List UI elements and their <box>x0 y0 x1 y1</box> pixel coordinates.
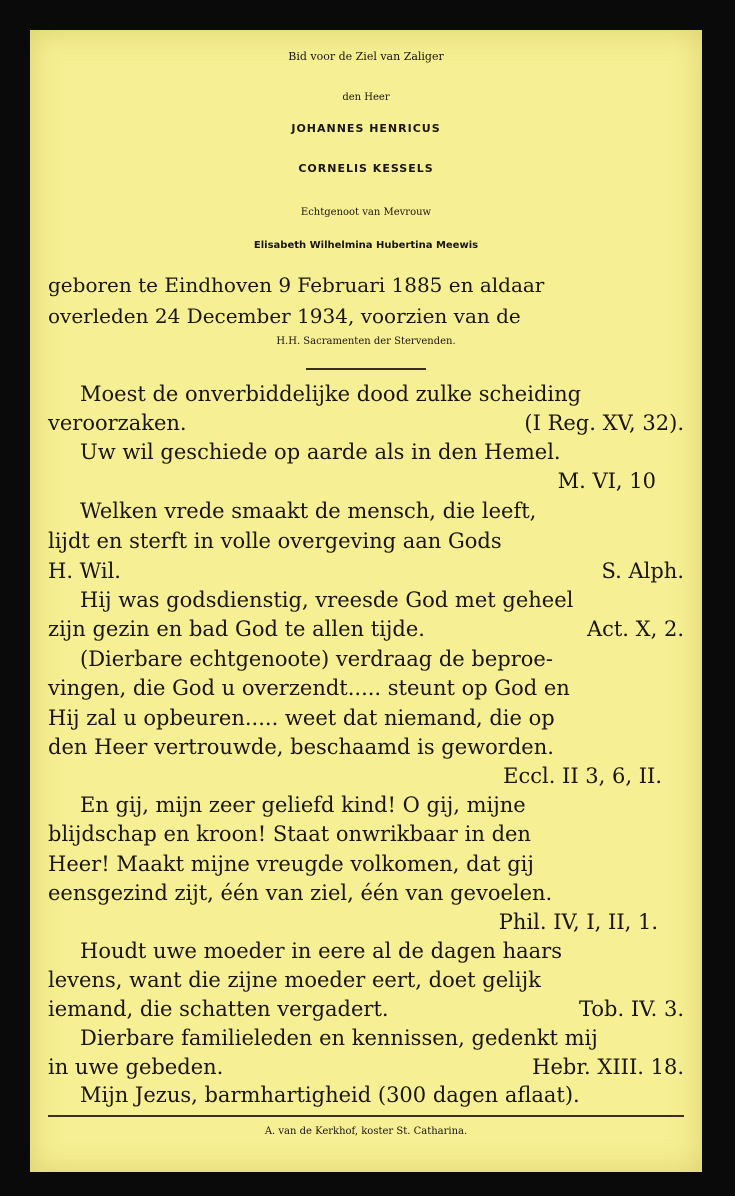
verse-1-text: veroorzaken. <box>48 411 187 435</box>
verse-7-reference: Tob. IV. 3. <box>579 997 684 1021</box>
verse-7-line-2: levens, want die zijne moeder eert, doet gelijk <box>48 968 541 992</box>
death-line <box>48 304 684 328</box>
verse-3-line-3 <box>48 559 684 583</box>
header-divider <box>306 368 426 370</box>
verse-5-line-3: Hij zal u opbeuren..... weet dat niemand, die op <box>48 706 555 730</box>
verse-6-reference: Phil. IV, I, II, 1. <box>498 910 658 934</box>
memorial-card <box>30 30 702 1172</box>
verse-7-line-3 <box>48 997 684 1021</box>
verse-6-line-3: Heer! Maakt mijne vreugde volkomen, dat gij <box>48 852 534 876</box>
verse-5-line-1: (Dierbare echtgenoote) verdraag de beproe- <box>80 647 553 671</box>
deceased-name-line1: JOHANNES HENRICUS <box>291 122 441 135</box>
birth-text: geboren te Eindhoven 9 Februari 1885 en aldaar <box>48 273 545 297</box>
verse-2-line-1: Uw wil geschiede op aarde als in den Hemel. <box>80 440 561 464</box>
death-text: overleden 24 December 1934, voorzien van de <box>48 304 521 328</box>
verse-4-reference: Act. X, 2. <box>586 617 684 641</box>
verse-5-line-4: den Heer vertrouwde, beschaamd is geworden. <box>48 735 554 759</box>
verse-1-line-2 <box>48 411 684 435</box>
verse-5-line-2: vingen, die God u overzendt..... steunt op God en <box>48 676 570 700</box>
verse-8-line-2 <box>48 1055 684 1079</box>
footer-divider <box>48 1115 684 1117</box>
deceased-name-line2: CORNELIS KESSELS <box>298 162 434 175</box>
verse-1-line-1: Moest de onverbiddelijke dood zulke scheiding <box>80 382 582 406</box>
verse-6-line-4: eensgezind zijt, één van ziel, één van gevoelen. <box>48 881 553 905</box>
card-subheading: den Heer <box>342 92 390 103</box>
birth-line <box>48 273 684 297</box>
verse-8-line-1: Dierbare familieleden en kennissen, gedenkt mij <box>80 1026 598 1050</box>
spouse-intro: Echtgenoot van Mevrouw <box>300 207 432 218</box>
sacraments-line: H.H. Sacramenten der Stervenden. <box>276 336 456 347</box>
indulgence-prayer: Mijn Jezus, barmhartigheid (300 dagen aflaat). <box>80 1083 580 1107</box>
spouse-name: Elisabeth Wilhelmina Hubertina Meewis <box>253 240 479 251</box>
verse-6-line-1: En gij, mijn zeer geliefd kind! O gij, mijne <box>80 793 526 817</box>
verse-5-reference: Eccl. II 3, 6, II. <box>503 764 662 788</box>
verse-1-reference: (I Reg. XV, 32). <box>524 411 684 435</box>
verse-4-line-1: Hij was godsdienstig, vreesde God met geheel <box>80 588 574 612</box>
verse-4-text: zijn gezin en bad God te allen tijde. <box>48 617 425 641</box>
verse-3-reference: S. Alph. <box>601 559 684 583</box>
verse-8-text: in uwe gebeden. <box>48 1055 224 1079</box>
verse-3-line-1: Welken vrede smaakt de mensch, die leeft, <box>80 499 537 523</box>
printer-credit: A. van de Kerkhof, koster St. Catharina. <box>264 1126 468 1137</box>
verse-6-line-2: blijdschap en kroon! Staat onwrikbaar in den <box>48 822 531 846</box>
verse-7-line-1: Houdt uwe moeder in eere al de dagen haars <box>80 939 562 963</box>
verse-4-line-2 <box>48 617 684 641</box>
verse-3-text: H. Wil. <box>48 559 121 583</box>
verse-7-text: iemand, die schatten vergadert. <box>48 997 389 1021</box>
verse-3-line-2: lijdt en sterft in volle overgeving aan Gods <box>48 529 502 553</box>
card-heading: Bid voor de Ziel van Zaliger <box>288 50 444 63</box>
verse-8-reference: Hebr. XIII. 18. <box>532 1055 684 1079</box>
verse-2-reference: M. VI, 10 <box>557 469 656 493</box>
